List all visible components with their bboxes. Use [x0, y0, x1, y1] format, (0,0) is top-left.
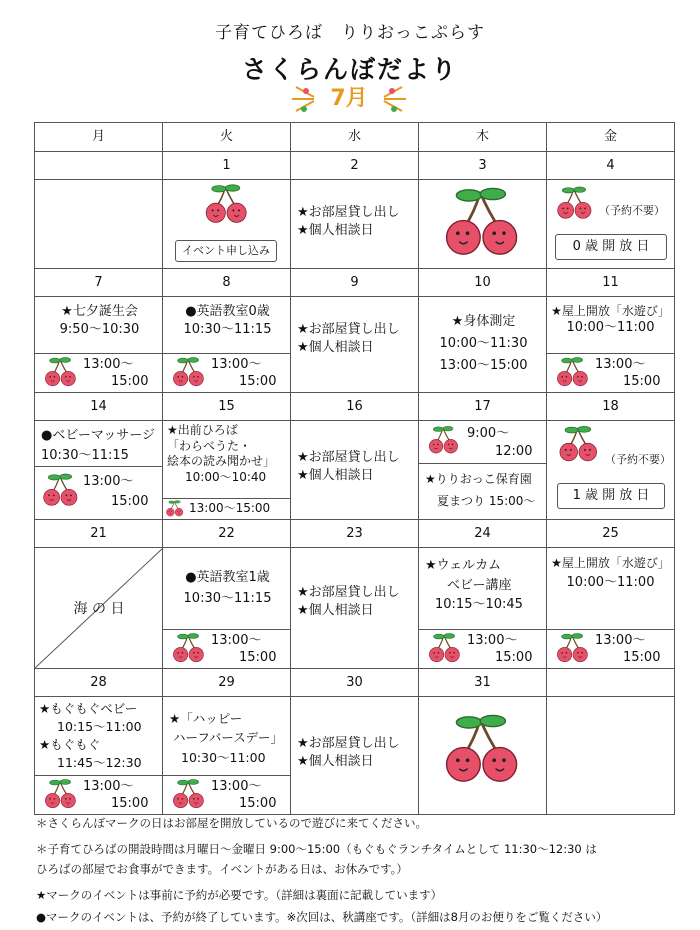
slot-end: 12:00 — [495, 444, 533, 459]
event-cell — [163, 297, 291, 393]
date-cell: 11 — [547, 269, 675, 297]
open-slot — [547, 353, 674, 392]
event-cell — [163, 548, 291, 669]
newsletter-title: さくらんぼだより — [241, 55, 458, 84]
open-slot — [163, 775, 290, 814]
slot-end: 15:00 — [495, 650, 533, 665]
cherry-icon — [43, 779, 79, 809]
cherry-icon — [555, 633, 591, 663]
weekday-tue: 火 — [163, 123, 291, 152]
open-slot — [547, 629, 674, 668]
event-cell — [35, 180, 163, 269]
date-row — [35, 269, 675, 297]
date-cell: 3 — [419, 152, 547, 180]
event-cell — [163, 697, 291, 815]
slot-start: 13:00～ — [83, 357, 134, 372]
month-label: 7月 — [330, 86, 368, 111]
slot-start: 13:00～ — [595, 633, 646, 648]
weekday-header-row — [35, 123, 675, 152]
event-row — [35, 421, 675, 520]
event-text: ●英語教室0歳 — [185, 304, 270, 319]
footer-note: ＊さくらんぼマークの日はお部屋を開放しているので遊びに来てください。 — [36, 816, 427, 830]
event-text: ●英語教室1歳 — [185, 570, 270, 585]
event-text: ★個人相談日 — [297, 339, 374, 355]
event-text: ★「ハッピー — [169, 711, 243, 726]
slot-end: 15:00 — [239, 796, 277, 811]
date-cell: 7 — [35, 269, 163, 297]
event-text: ★出前ひろば — [167, 423, 238, 437]
date-cell: 14 — [35, 393, 163, 421]
cherry-icon — [203, 184, 251, 224]
date-cell: 22 — [163, 520, 291, 548]
event-signup-button[interactable]: イベント申し込み — [175, 240, 277, 262]
date-cell: 10 — [419, 269, 547, 297]
event-text: ★屋上開放「水遊び」 — [551, 556, 670, 570]
event-text: ★お部屋貸し出し — [297, 205, 400, 220]
cherry-icon — [441, 186, 525, 258]
event-cell — [291, 421, 419, 520]
event-cell — [419, 697, 547, 815]
slot-start: 13:00～ — [595, 357, 646, 372]
cherry-icon — [171, 633, 207, 663]
event-text: ★お部屋貸し出し — [297, 450, 400, 465]
open-slot — [163, 353, 290, 392]
date-cell: 29 — [163, 669, 291, 697]
event-cell — [35, 697, 163, 815]
date-row — [35, 152, 675, 180]
cherry-icon — [427, 633, 463, 663]
event-row — [35, 180, 675, 269]
no-reservation-note: （予約不要） — [599, 204, 665, 217]
event-text: 10:30～11:15 — [183, 590, 272, 606]
event-row — [35, 548, 675, 669]
event-text: 10:30～11:15 — [183, 321, 272, 337]
event-cell — [163, 421, 291, 520]
event-text: 10:30～11:00 — [181, 749, 266, 765]
slot-end: 15:00 — [111, 796, 149, 811]
event-cell — [419, 180, 547, 269]
date-cell: 9 — [291, 269, 419, 297]
event-text: ★身体測定 — [451, 314, 516, 329]
open-slot — [419, 629, 546, 668]
slot-end: 15:00 — [623, 650, 661, 665]
open-slot — [35, 775, 162, 814]
date-cell: 25 — [547, 520, 675, 548]
footer-note: ★マークのイベントは事前に予約が必要です。（詳細は裏面に記載しています） — [36, 888, 443, 902]
event-row — [35, 297, 675, 393]
event-text: 10:15～10:45 — [435, 597, 523, 612]
event-text: ★七夕誕生会 — [61, 304, 138, 319]
event-text: ★お部屋貸し出し — [297, 322, 400, 337]
date-cell: 16 — [291, 393, 419, 421]
cherry-icon — [171, 779, 207, 809]
event-cell — [547, 548, 675, 669]
slot-start: 13:00～ — [211, 633, 262, 648]
event-text: 絵本の読み聞かせ」 — [167, 454, 276, 469]
weekday-thu: 木 — [419, 123, 547, 152]
event-cell — [35, 297, 163, 393]
event-cell — [291, 297, 419, 393]
footer-note: ●マークのイベントは、予約が終了しています。※次回は、秋講座です。（詳細は8月のお便りをご覧ください） — [36, 910, 608, 924]
event-text: 夏まつり 15:00～ — [437, 494, 536, 508]
event-text: ★りりおっこ保育園 — [425, 472, 532, 486]
date-cell — [547, 669, 675, 697]
open-slot — [35, 466, 162, 519]
event-text: ベビー講座 — [447, 577, 512, 593]
cherry-icon — [41, 473, 81, 507]
date-row — [35, 520, 675, 548]
date-cell: 2 — [291, 152, 419, 180]
event-text: ★ウェルカム — [425, 558, 502, 573]
event-row — [35, 697, 675, 815]
event-text: ★もぐもぐ — [39, 737, 101, 753]
event-text: 10:00～11:00 — [566, 575, 655, 591]
slot-start: 13:00～ — [83, 474, 134, 489]
cherry-icon — [441, 713, 525, 785]
event-text: 13:00～15:00 — [439, 358, 528, 374]
month-banner — [286, 83, 412, 115]
slot-end: 15:00 — [111, 374, 149, 389]
slot-end: 15:00 — [239, 374, 277, 389]
no-reservation-note: （予約不要） — [605, 453, 671, 466]
event-text: ●ベビーマッサージ — [41, 428, 156, 443]
date-cell: 24 — [419, 520, 547, 548]
holiday-label: 海 の 日 — [73, 601, 125, 617]
event-text: 10:00～11:00 — [566, 320, 655, 336]
header-subtitle: 子育てひろば りりおっこぷらす — [215, 23, 485, 43]
event-cell — [419, 421, 547, 520]
weekday-wed: 水 — [291, 123, 419, 152]
event-text: ★個人相談日 — [297, 467, 374, 483]
date-cell: 18 — [547, 393, 675, 421]
slot-start: 13:00～ — [211, 779, 262, 794]
event-text: 9:50～10:30 — [59, 321, 140, 337]
event-text: 「わらべうた・ — [167, 438, 252, 453]
event-text: 10:00～10:40 — [185, 469, 267, 484]
date-cell: 21 — [35, 520, 163, 548]
date-cell: 23 — [291, 520, 419, 548]
event-text: 13:00～15:00 — [189, 501, 271, 515]
event-text: ★お部屋貸し出し — [297, 736, 400, 751]
date-cell: 31 — [419, 669, 547, 697]
event-text: ★屋上開放「水遊び」 — [551, 304, 670, 318]
event-cell — [547, 697, 675, 815]
event-text: ★個人相談日 — [297, 222, 374, 238]
event-text: 11:45～12:30 — [57, 755, 142, 771]
open-slot — [163, 629, 290, 668]
date-cell: 17 — [419, 393, 547, 421]
open-day-label: 0 歳 開 放 日 — [555, 234, 667, 260]
cherry-icon — [557, 425, 601, 463]
open-slot — [163, 498, 290, 519]
event-cell — [419, 548, 547, 669]
cherry-icon — [165, 500, 185, 517]
date-cell: 28 — [35, 669, 163, 697]
cherry-icon — [555, 357, 591, 387]
event-text: ★お部屋貸し出し — [297, 585, 400, 600]
event-text: 10:30～11:15 — [41, 447, 129, 463]
date-cell — [35, 152, 163, 180]
slot-start: 9:00～ — [467, 426, 510, 441]
event-text: 10:15～11:00 — [57, 719, 142, 735]
slot-start: 13:00～ — [211, 357, 262, 372]
event-text: ★個人相談日 — [297, 753, 374, 769]
slot-end: 15:00 — [623, 374, 661, 389]
calendar-table — [34, 122, 675, 815]
footer-note: ＊子育てひろばの開設時間は月曜日～金曜日 9:00～15:00（もぐもぐランチタイムとして 11:30～12:30 は — [36, 842, 597, 856]
event-text: ハーフバースデー」 — [173, 730, 284, 746]
date-row — [35, 669, 675, 697]
open-day-label: 1 歳 開 放 日 — [557, 483, 665, 509]
open-slot — [35, 353, 162, 392]
date-cell: 15 — [163, 393, 291, 421]
cherry-icon — [43, 357, 79, 387]
event-cell — [291, 180, 419, 269]
event-text: ★個人相談日 — [297, 602, 374, 618]
date-cell: 4 — [547, 152, 675, 180]
footer-note: ひろばの部屋でお食事ができます。イベントがある日は、お休みです。） — [36, 862, 408, 876]
date-cell: 1 — [163, 152, 291, 180]
date-cell: 30 — [291, 669, 419, 697]
holiday-cell — [35, 548, 163, 669]
slot-end: 15:00 — [239, 650, 277, 665]
event-cell — [547, 421, 675, 520]
slot-start: 13:00～ — [83, 779, 134, 794]
cherry-icon — [555, 186, 595, 220]
event-cell — [163, 180, 291, 269]
cherry-icon — [171, 357, 207, 387]
event-cell — [35, 421, 163, 520]
event-cell — [419, 297, 547, 393]
date-row — [35, 393, 675, 421]
event-cell — [547, 180, 675, 269]
slot-end: 15:00 — [111, 494, 149, 509]
event-text: ★もぐもぐベビー — [39, 701, 138, 716]
slot-start: 13:00～ — [467, 633, 518, 648]
event-cell — [547, 297, 675, 393]
event-cell — [291, 548, 419, 669]
weekday-fri: 金 — [547, 123, 675, 152]
event-text: 10:00～11:30 — [439, 336, 528, 352]
cherry-icon — [427, 425, 461, 455]
weekday-mon: 月 — [35, 123, 163, 152]
date-cell: 8 — [163, 269, 291, 297]
event-cell — [291, 697, 419, 815]
